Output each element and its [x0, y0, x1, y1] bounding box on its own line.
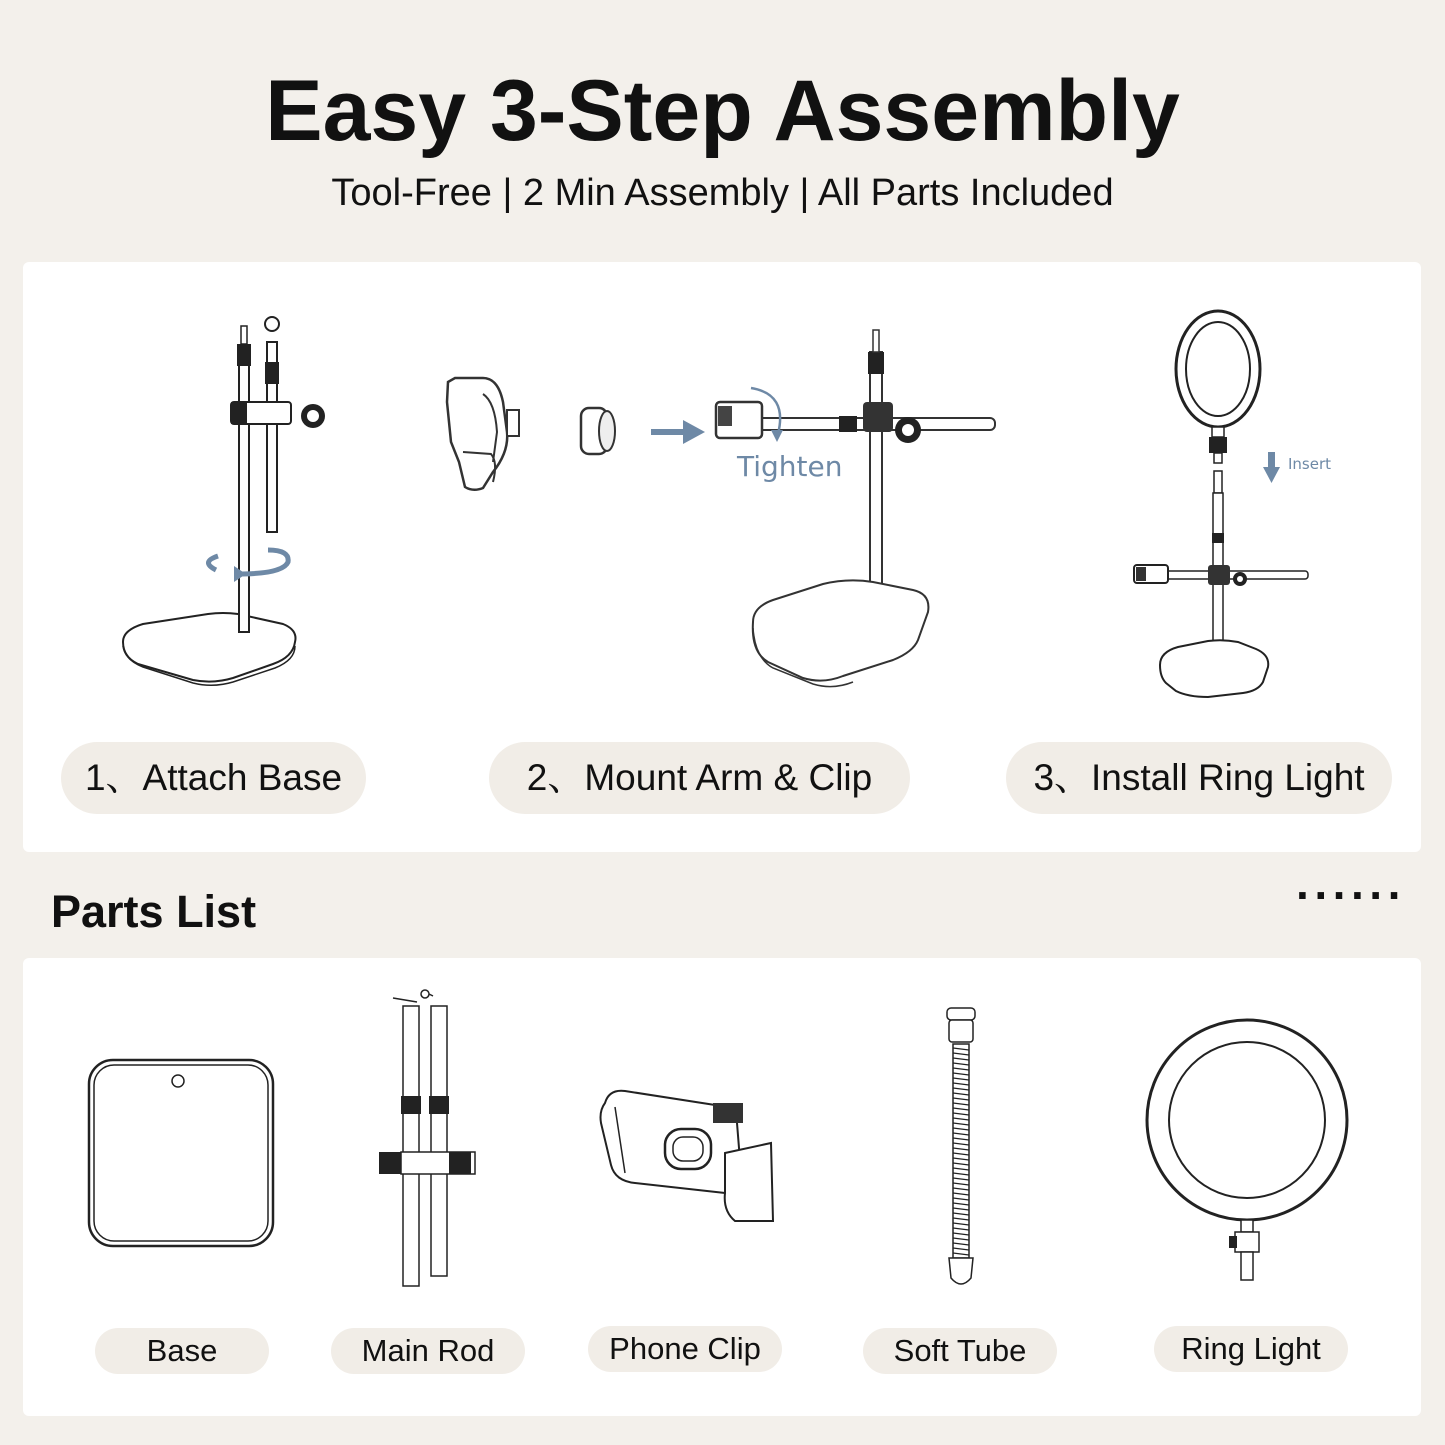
base-part-illustration	[87, 1058, 277, 1250]
main-rod-part-illustration	[373, 988, 483, 1293]
step-2-label: 2、Mount Arm & Clip	[489, 742, 910, 814]
more-dots: ······	[1296, 869, 1406, 921]
step-1-label: 1、Attach Base	[61, 742, 366, 814]
part-label-main-rod: Main Rod	[331, 1328, 525, 1374]
assembly-steps-panel	[23, 262, 1421, 852]
step-2-illustration	[443, 322, 1003, 692]
step-2-annotation: Tighten	[737, 450, 843, 483]
step-3-illustration	[1108, 297, 1338, 697]
step-3-label: 3、Install Ring Light	[1006, 742, 1392, 814]
part-label-phone-clip: Phone Clip	[588, 1326, 782, 1372]
page-title: Easy 3-Step Assembly	[265, 63, 1180, 159]
step-1-illustration	[113, 312, 333, 692]
ring-light-part-illustration	[1145, 1018, 1355, 1288]
parts-list-heading: Parts List	[51, 886, 257, 937]
soft-tube-part-illustration	[941, 1006, 981, 1296]
part-label-base: Base	[95, 1328, 269, 1374]
step-3-annotation: Insert	[1288, 455, 1332, 473]
page-subtitle: Tool-Free | 2 Min Assembly | All Parts Included	[331, 172, 1114, 214]
part-label-soft-tube: Soft Tube	[863, 1328, 1057, 1374]
parts-list-panel	[23, 958, 1421, 1416]
part-label-ring-light: Ring Light	[1154, 1326, 1348, 1372]
rotate-arrow-icon	[198, 544, 298, 584]
phone-clip-part-illustration	[595, 1083, 780, 1223]
